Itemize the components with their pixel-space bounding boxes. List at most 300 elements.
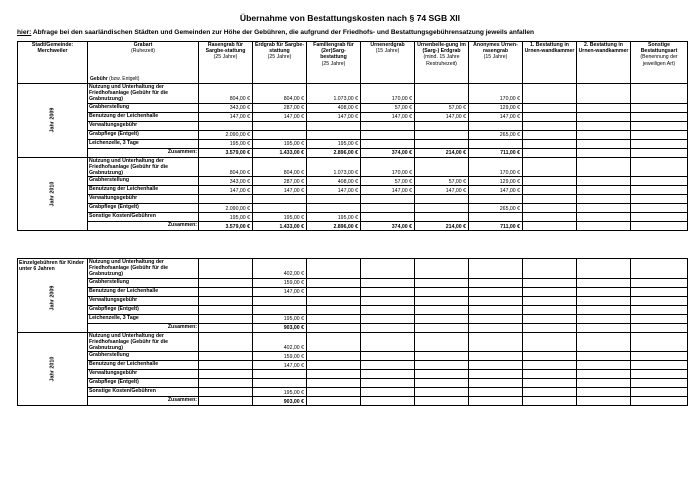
fee-value [361, 278, 415, 287]
subtitle-text: Abfrage bei den saarländischen Städten und Gemeinden zur Höhe der Gebühren, die aufgrund der Friedhofs- und Bestattungsgebührensatzung jeweils anfallen [31, 29, 535, 36]
fee-value [415, 314, 469, 323]
fee-value: 1.073,00 € [307, 157, 361, 177]
fee-value: 195,00 € [307, 213, 361, 222]
fee-value [199, 379, 253, 388]
fee-value [469, 296, 523, 305]
fee-value: 195,00 € [199, 139, 253, 148]
fee-value [415, 379, 469, 388]
fee-category: Grabpflege (Entgelt) [88, 204, 199, 213]
fee-value [307, 314, 361, 323]
fee-value [199, 278, 253, 287]
fee-value [307, 204, 361, 213]
table-row [18, 121, 688, 130]
sum-value: 3.579,00 € [199, 222, 253, 231]
sum-value: 711,00 € [469, 148, 523, 157]
fee-value [577, 204, 631, 213]
fee-value [307, 305, 361, 314]
fee-value [469, 287, 523, 296]
fee-value [253, 296, 307, 305]
column-subtitle: (25 Jahre) [213, 54, 238, 61]
fee-value [577, 157, 631, 177]
fee-value [577, 213, 631, 222]
column-header [253, 42, 307, 84]
table-row [18, 213, 688, 222]
table-row [18, 361, 688, 370]
fee-value [415, 213, 469, 222]
table-row [18, 259, 688, 279]
fee-value: 147,00 € [361, 186, 415, 195]
year-cell [18, 332, 88, 406]
fee-category: Grabpflege (Entgelt) [88, 379, 199, 388]
table-row [18, 278, 688, 287]
sum-value: 711,00 € [469, 222, 523, 231]
fee-value [415, 388, 469, 397]
column-subtitle: (15 Jahre) [483, 54, 508, 61]
fee-value: 129,00 € [469, 103, 523, 112]
sum-value [577, 323, 631, 332]
column-header [631, 42, 688, 84]
municipality-header [18, 42, 88, 84]
table-row [18, 314, 688, 323]
fee-value [307, 121, 361, 130]
fee-value [415, 332, 469, 352]
fee-value [631, 361, 688, 370]
sum-value [199, 397, 253, 406]
document-title: Übernahme von Bestattungskosten nach § 74 SGB XII [239, 13, 461, 23]
fee-value [469, 278, 523, 287]
fee-value: 195,00 € [307, 139, 361, 148]
fee-value [523, 305, 577, 314]
sum-value [631, 148, 688, 157]
fee-value [469, 259, 523, 279]
fee-category: Benutzung der Leichenhalle [88, 112, 199, 121]
fee-value [523, 296, 577, 305]
fee-value [307, 361, 361, 370]
sum-value: 2.896,00 € [307, 148, 361, 157]
sum-value [523, 323, 577, 332]
fee-value [415, 204, 469, 213]
fee-value [631, 278, 688, 287]
fee-value [199, 287, 253, 296]
fee-value [631, 103, 688, 112]
fee-value [523, 278, 577, 287]
fee-value: 804,00 € [253, 84, 307, 104]
fee-value [361, 379, 415, 388]
fee-value [199, 332, 253, 352]
fee-value [523, 121, 577, 130]
fee-value [415, 259, 469, 279]
fee-value: 57,00 € [361, 177, 415, 186]
fee-category: Verwaltungsgebühr [88, 370, 199, 379]
rest-period-label: (Ruhezeit) [131, 48, 155, 55]
fee-category: Benutzung der Leichenhalle [88, 361, 199, 370]
fee-value [577, 287, 631, 296]
fee-value [631, 379, 688, 388]
fee-value [631, 177, 688, 186]
subtitle-prefix: hier: [17, 29, 32, 36]
fee-value [523, 195, 577, 204]
municipality-label: Stadt/Gemeinde: [31, 42, 74, 48]
fee-value [577, 388, 631, 397]
year-label: Jahr 2009 [49, 286, 56, 311]
fee-value [577, 379, 631, 388]
year-cell [18, 259, 88, 333]
fee-label: Gebühr (bzw. Entgelt) [90, 75, 140, 82]
fee-category: Verwaltungsgebühr [88, 195, 199, 204]
table-row [18, 370, 688, 379]
fee-value [469, 352, 523, 361]
fee-value [523, 259, 577, 279]
fee-value [253, 204, 307, 213]
sum-value: 2.896,00 € [307, 222, 361, 231]
sum-value [577, 222, 631, 231]
sum-label: Zusammen: [88, 148, 199, 157]
fee-value [577, 370, 631, 379]
table-row [18, 287, 688, 296]
fee-value [577, 361, 631, 370]
fee-value [361, 314, 415, 323]
fee-value: 195,00 € [253, 314, 307, 323]
fee-value [577, 121, 631, 130]
fee-value [361, 195, 415, 204]
table-row [18, 112, 688, 121]
fee-value [415, 305, 469, 314]
column-title: Anonymes Urnen-rasengrab [473, 42, 518, 55]
sum-value [577, 397, 631, 406]
column-header [199, 42, 253, 84]
fee-value [523, 379, 577, 388]
fee-value [361, 130, 415, 139]
fee-value: 147,00 € [253, 186, 307, 195]
fee-value [415, 287, 469, 296]
column-title: Rasengrab für Sargbe-stattung [205, 42, 246, 55]
fee-value [631, 259, 688, 279]
sum-value [469, 323, 523, 332]
fee-value [631, 388, 688, 397]
fee-value [415, 121, 469, 130]
fee-value [307, 352, 361, 361]
sum-value [307, 323, 361, 332]
fee-value [361, 213, 415, 222]
sum-value: 214,00 € [415, 222, 469, 231]
table-row [18, 379, 688, 388]
fee-value [469, 379, 523, 388]
fee-value [523, 213, 577, 222]
table-row [18, 130, 688, 139]
sum-value: 1.433,00 € [253, 148, 307, 157]
fee-value: 147,00 € [199, 112, 253, 121]
fee-value [307, 296, 361, 305]
fee-value: 147,00 € [415, 112, 469, 121]
column-title: Urnenbeile-gung im (Sarg-) Erdgrab [417, 42, 466, 55]
fee-value [469, 139, 523, 148]
column-header [361, 42, 415, 84]
column-title: 2. Bestattung in Urnen-wandkammer [578, 42, 629, 55]
fee-category: Nutzung und Unterhaltung der Friedhofsanlage (Gebühr für die Grabnutzung) [88, 259, 199, 279]
fee-category: Sonstige Kosten/Gebühren [88, 213, 199, 222]
fee-value [523, 332, 577, 352]
fee-value: 287,00 € [253, 177, 307, 186]
fee-value [361, 332, 415, 352]
fee-value [361, 296, 415, 305]
fee-value [361, 361, 415, 370]
fee-value [523, 314, 577, 323]
fee-value: 265,00 € [469, 204, 523, 213]
fee-value [469, 361, 523, 370]
fee-value: 408,00 € [307, 177, 361, 186]
fee-value [361, 305, 415, 314]
fee-category: Verwaltungsgebühr [88, 121, 199, 130]
sum-value [577, 148, 631, 157]
column-title: Sonstige Bestattungsart [640, 42, 678, 55]
fee-value [199, 296, 253, 305]
fee-value: 402,00 € [253, 259, 307, 279]
document-subtitle [17, 29, 692, 36]
fee-value [577, 112, 631, 121]
fee-value: 804,00 € [199, 157, 253, 177]
sum-value [199, 323, 253, 332]
sum-value: 374,00 € [361, 148, 415, 157]
table-row [18, 186, 688, 195]
fee-value [199, 305, 253, 314]
fee-value [577, 332, 631, 352]
fee-category: Verwaltungsgebühr [88, 296, 199, 305]
fee-value [253, 379, 307, 388]
fee-value [631, 195, 688, 204]
table-row [18, 157, 688, 177]
fee-value [199, 370, 253, 379]
fee-value [307, 287, 361, 296]
fee-value: 147,00 € [361, 112, 415, 121]
fee-category: Nutzung und Unterhaltung der Friedhofsanlage (Gebühr für die Grabnutzung) [88, 332, 199, 352]
fee-value [469, 370, 523, 379]
fee-value [469, 388, 523, 397]
fee-value [631, 332, 688, 352]
sum-value [631, 397, 688, 406]
fee-value [361, 259, 415, 279]
fee-value [199, 314, 253, 323]
column-header [523, 42, 577, 84]
fee-value: 343,00 € [199, 177, 253, 186]
fee-value: 170,00 € [469, 157, 523, 177]
fee-value [631, 157, 688, 177]
fee-value: 265,00 € [469, 130, 523, 139]
fee-value [577, 278, 631, 287]
sum-value [523, 397, 577, 406]
fee-value [415, 370, 469, 379]
fee-value [631, 370, 688, 379]
fee-value [523, 139, 577, 148]
sum-value [415, 397, 469, 406]
fee-value [631, 130, 688, 139]
fee-value [631, 204, 688, 213]
fee-value [523, 84, 577, 104]
grave-type-label: Grabart [133, 42, 153, 48]
fee-value [523, 112, 577, 121]
fee-category: Grabherstellung [88, 177, 199, 186]
sum-row [18, 323, 688, 332]
sum-row [18, 397, 688, 406]
fee-value [577, 314, 631, 323]
fee-value [631, 84, 688, 104]
fee-value [523, 287, 577, 296]
adult-fee-table [17, 41, 688, 231]
column-title: Urnenerdgrab [370, 42, 405, 48]
fee-value [307, 370, 361, 379]
fee-value: 147,00 € [253, 112, 307, 121]
fee-value: 159,00 € [253, 352, 307, 361]
fee-value [469, 332, 523, 352]
fee-value [415, 130, 469, 139]
column-subtitle: (25 Jahre) [321, 60, 346, 67]
year-cell [18, 84, 88, 158]
sum-label: Zusammen: [88, 323, 199, 332]
table-row [18, 332, 688, 352]
fee-value [307, 379, 361, 388]
fee-value [523, 186, 577, 195]
fee-value: 170,00 € [361, 84, 415, 104]
fee-value [631, 121, 688, 130]
fee-value [577, 84, 631, 104]
sum-value [523, 222, 577, 231]
fee-value [523, 103, 577, 112]
fee-category: Nutzung und Unterhaltung der Friedhofsanlage (Gebühr für die Grabnutzung) [88, 157, 199, 177]
year-label: Jahr 2010 [49, 356, 56, 382]
sum-value: 903,00 € [253, 323, 307, 332]
fee-category: Benutzung der Leichenhalle [88, 186, 199, 195]
fee-value [415, 296, 469, 305]
fee-value [577, 195, 631, 204]
fee-value: 804,00 € [253, 157, 307, 177]
fee-value [469, 121, 523, 130]
fee-value [253, 121, 307, 130]
fee-value [307, 195, 361, 204]
fee-value: 57,00 € [415, 103, 469, 112]
fee-value [415, 278, 469, 287]
table-row [18, 103, 688, 112]
table-row [18, 204, 688, 213]
fee-value [361, 370, 415, 379]
fee-category: Grabpflege (Entgelt) [88, 305, 199, 314]
fee-value [199, 361, 253, 370]
fee-value: 170,00 € [469, 84, 523, 104]
fee-value: 147,00 € [199, 186, 253, 195]
fee-value: 804,00 € [199, 84, 253, 104]
fee-value [523, 130, 577, 139]
fee-value: 195,00 € [253, 388, 307, 397]
table-row [18, 352, 688, 361]
fee-value [361, 121, 415, 130]
fee-value: 147,00 € [469, 186, 523, 195]
fee-value [253, 370, 307, 379]
fee-value [469, 314, 523, 323]
fee-category: Grabherstellung [88, 278, 199, 287]
fee-value [415, 195, 469, 204]
grave-type-header [88, 42, 199, 84]
table-row [18, 139, 688, 148]
children-fee-table [17, 258, 688, 406]
fee-value [307, 278, 361, 287]
column-header [469, 42, 523, 84]
fee-value: 147,00 € [253, 287, 307, 296]
sum-row [18, 222, 688, 231]
fee-value: 147,00 € [253, 361, 307, 370]
fee-value [631, 305, 688, 314]
fee-value [253, 130, 307, 139]
municipality-name: Merchweiler [37, 48, 68, 55]
fee-value [523, 388, 577, 397]
fee-value [253, 305, 307, 314]
fee-value: 195,00 € [199, 213, 253, 222]
fee-value [577, 103, 631, 112]
fee-value [199, 259, 253, 279]
fee-value [523, 204, 577, 213]
sum-value: 903,00 € [253, 397, 307, 406]
fee-value [631, 139, 688, 148]
fee-category: Grabherstellung [88, 103, 199, 112]
fee-value [631, 213, 688, 222]
fee-value [415, 139, 469, 148]
fee-value [361, 204, 415, 213]
fee-value [577, 130, 631, 139]
fee-value [523, 157, 577, 177]
sum-value [361, 323, 415, 332]
fee-value [523, 370, 577, 379]
fee-value [415, 352, 469, 361]
fee-value: 129,00 € [469, 177, 523, 186]
fee-value [523, 352, 577, 361]
fee-category: Grabpflege (Entgelt) [88, 130, 199, 139]
sum-label: Zusammen: [88, 397, 199, 406]
fee-value: 195,00 € [253, 213, 307, 222]
fee-value: 287,00 € [253, 103, 307, 112]
fee-value: 147,00 € [307, 112, 361, 121]
column-header [577, 42, 631, 84]
fee-value: 195,00 € [253, 139, 307, 148]
fee-value [631, 287, 688, 296]
fee-value: 2.090,00 € [199, 130, 253, 139]
table-row [18, 195, 688, 204]
header-row [18, 42, 688, 84]
year-label: Jahr 2009 [49, 107, 56, 133]
sum-value [523, 148, 577, 157]
sum-value [469, 397, 523, 406]
fee-value: 2.090,00 € [199, 204, 253, 213]
fee-value [307, 259, 361, 279]
sum-value: 214,00 € [415, 148, 469, 157]
fee-value: 408,00 € [307, 103, 361, 112]
fee-value [307, 388, 361, 397]
fee-value [361, 287, 415, 296]
fee-value [415, 361, 469, 370]
children-section-label: Einzelgebühren für Kinder unter 6 Jahren [19, 260, 84, 273]
fee-value [631, 112, 688, 121]
fee-value [199, 121, 253, 130]
fee-value: 147,00 € [415, 186, 469, 195]
fee-value [361, 352, 415, 361]
fee-category: Leichenzelle, 3 Tage [88, 314, 199, 323]
column-title: 1. Bestattung in Urnen-wandkammer [524, 42, 575, 55]
fee-value [307, 332, 361, 352]
fee-value [577, 139, 631, 148]
fee-value [469, 305, 523, 314]
fee-value [631, 186, 688, 195]
fee-value [631, 296, 688, 305]
sum-value: 3.579,00 € [199, 148, 253, 157]
fee-value [577, 186, 631, 195]
sum-value: 1.433,00 € [253, 222, 307, 231]
fee-category: Sonstige Kosten/Gebühren [88, 388, 199, 397]
